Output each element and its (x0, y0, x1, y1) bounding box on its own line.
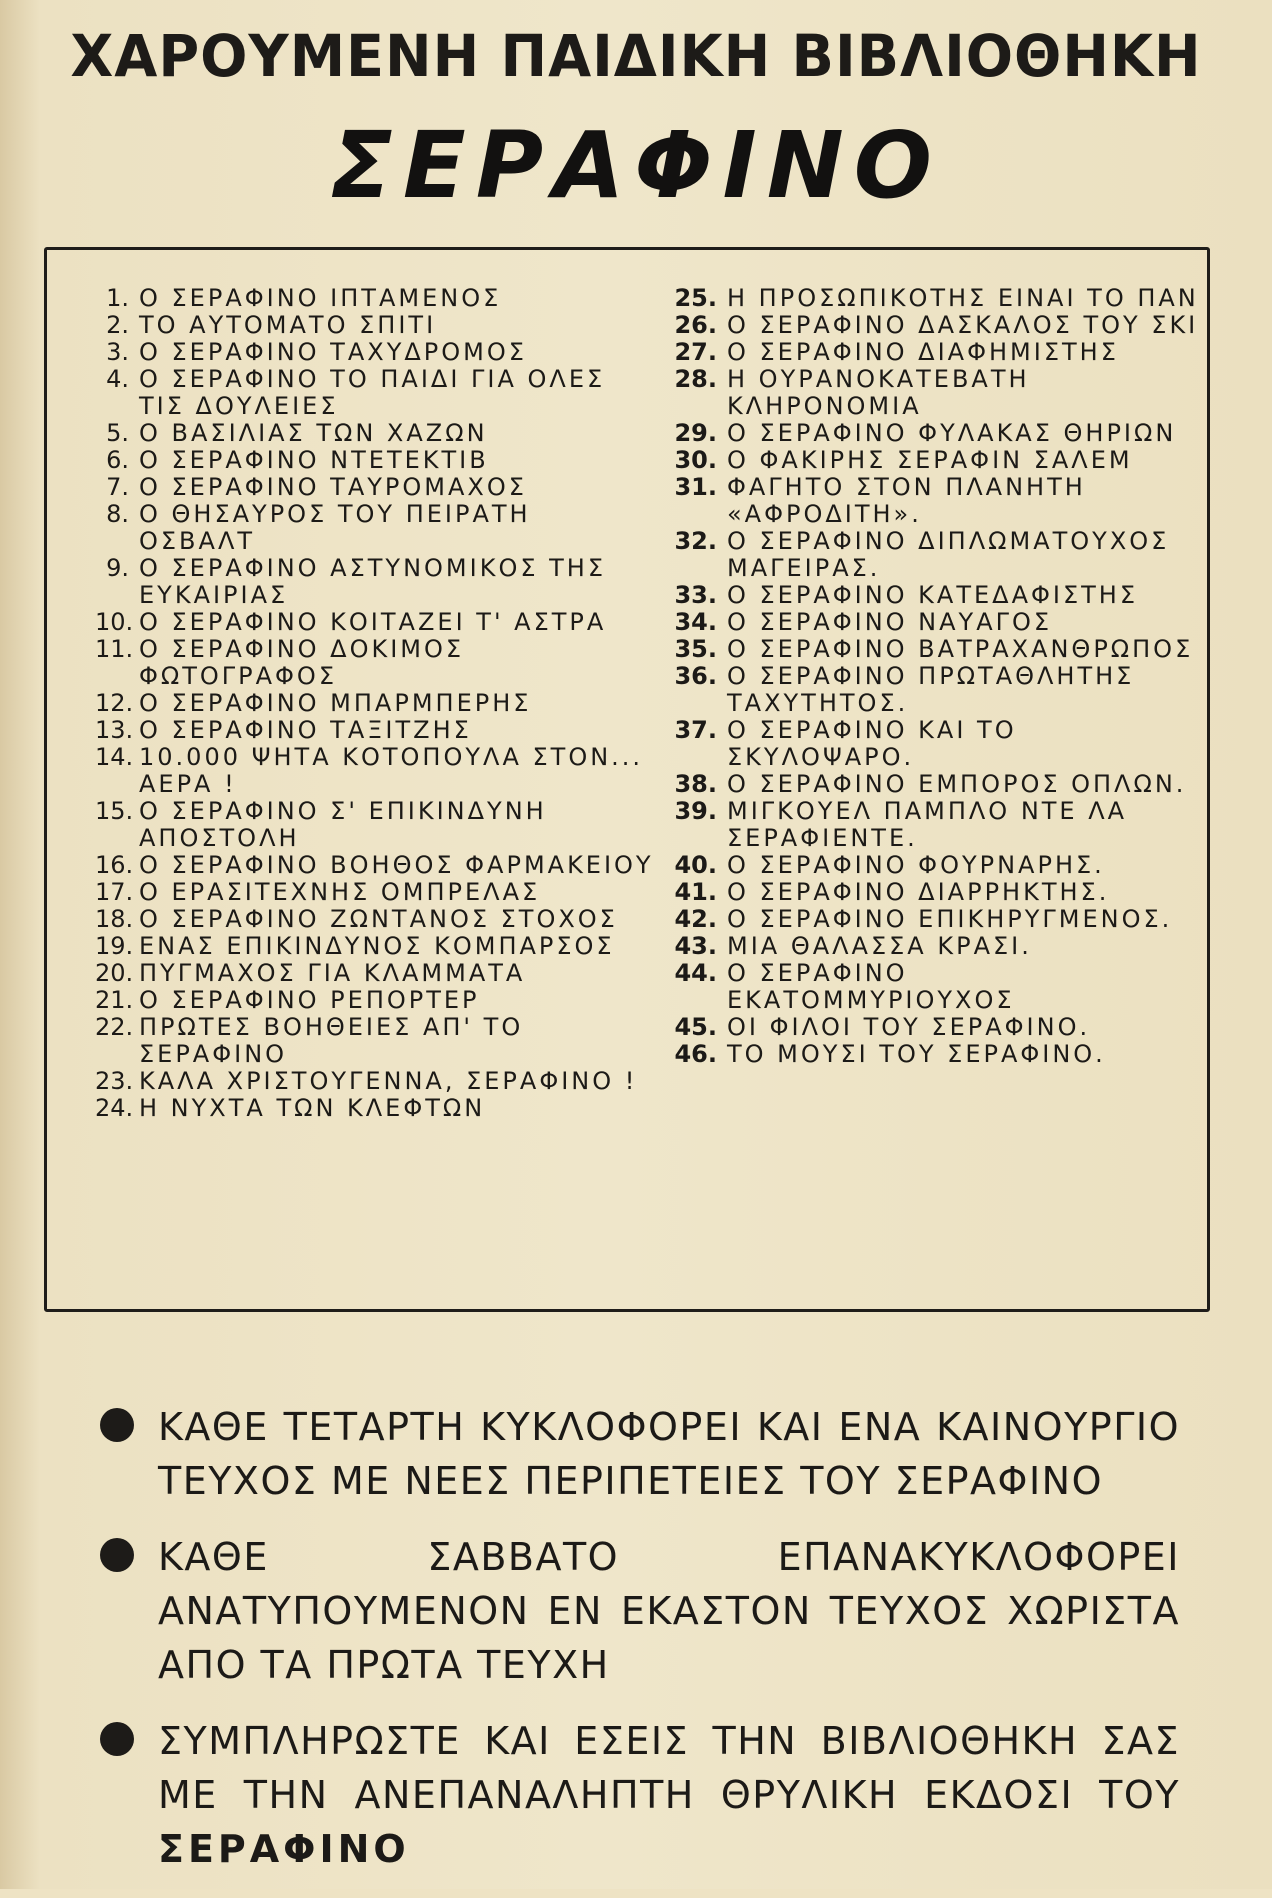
issue-list-item (669, 717, 1203, 771)
issue-list-item (669, 798, 1203, 852)
issue-title: Ο ΣΕΡΑΦΙΝΟ ΝΤΕΤΕΚΤΙΒ (139, 446, 489, 474)
issue-list-item (669, 933, 1203, 960)
issue-title: ΦΑΓΗΤΟ ΣΤΟΝ ΠΛΑΝΗΤΗ «ΑΦΡΟΔΙΤΗ». (727, 473, 1086, 528)
issue-list-item (95, 1095, 655, 1122)
issue-number: 22. (95, 1013, 134, 1041)
issue-number: 32. (674, 527, 717, 555)
issue-list-item (95, 312, 655, 339)
issue-number: 3. (106, 338, 129, 366)
issue-number: 29. (674, 419, 717, 447)
announcement-saturday (100, 1530, 1180, 1692)
bullet-icon (100, 1722, 134, 1756)
issue-number: 28. (674, 365, 717, 393)
issue-title: Ο ΣΕΡΑΦΙΝΟ ΔΑΣΚΑΛΟΣ ΤΟΥ ΣΚΙ (727, 311, 1199, 339)
issue-number: 34. (674, 608, 717, 636)
issue-list-item (669, 906, 1203, 933)
issue-number: 45. (674, 1013, 717, 1041)
issue-list-item (669, 771, 1203, 798)
issue-title: ΜΙΑ ΘΑΛΑΣΣΑ ΚΡΑΣΙ. (727, 932, 1032, 960)
issue-number: 6. (106, 446, 129, 474)
issue-number: 40. (674, 851, 717, 879)
issue-title: Ο ΒΑΣΙΛΙΑΣ ΤΩΝ ΧΑΖΩΝ (139, 419, 488, 447)
issue-number: 16. (95, 851, 134, 879)
issue-number: 26. (674, 311, 717, 339)
issue-number: 1. (106, 284, 129, 312)
issue-list-item (669, 447, 1203, 474)
issue-number: 35. (674, 635, 717, 663)
issue-list-item (95, 636, 655, 690)
issue-list-item (95, 420, 655, 447)
issue-title: Ο ΣΕΡΑΦΙΝΟ ΒΑΤΡΑΧΑΝΘΡΩΠΟΣ (727, 635, 1194, 663)
issue-list-item (669, 1041, 1203, 1068)
brand-name: ΣΕΡΑΦΙΝΟ (158, 1827, 410, 1871)
issue-number: 41. (674, 878, 717, 906)
bullet-icon (100, 1408, 134, 1442)
issue-number: 8. (106, 500, 129, 528)
issue-number: 33. (674, 581, 717, 609)
issue-list-item (669, 285, 1203, 312)
issue-title: ΤΟ ΜΟΥΣΙ ΤΟΥ ΣΕΡΑΦΙΝΟ. (727, 1040, 1106, 1068)
issue-number: 7. (106, 473, 129, 501)
issue-title: Ο ΣΕΡΑΦΙΝΟ ΦΟΥΡΝΑΡΗΣ. (727, 851, 1105, 879)
issue-title: Ο ΣΕΡΑΦΙΝΟ ΝΑΥΑΓΟΣ (727, 608, 1053, 636)
issue-number: 18. (95, 905, 134, 933)
issue-title: Η ΟΥΡΑΝΟΚΑΤΕΒΑΤΗ ΚΛΗΡΟΝΟΜΙΑ (727, 365, 1030, 420)
issue-list-item (669, 312, 1203, 339)
issue-title: Ο ΕΡΑΣΙΤΕΧΝΗΣ ΟΜΠΡΕΛΑΣ (139, 878, 541, 906)
issue-number: 30. (674, 446, 717, 474)
library-title: ΧΑΡΟΥΜΕΝΗ ΠΑΙΔΙΚΗ ΒΙΒΛΙΟΘΗΚΗ (70, 22, 1202, 90)
issue-number: 46. (674, 1040, 717, 1068)
issue-list-box (44, 247, 1210, 1312)
announcement-text-prefix: ΣΥΜΠΛΗΡΩΣΤΕ ΚΑΙ ΕΣΕΙΣ ΤΗΝ ΒΙΒΛΙΟΘΗΚΗ ΣΑΣ ΜΕ ΤΗΝ ΑΝΕΠΑΝΑΛΗΠΤΗ ΘΡΥΛΙΚΗ ΕΚΔΟΣΙ ΤΟΥ (158, 1719, 1180, 1817)
issue-number: 39. (674, 797, 717, 825)
announcement-wednesday (100, 1400, 1180, 1508)
issue-title: ΚΑΛΑ ΧΡΙΣΤΟΥΓΕΝΝΑ, ΣΕΡΑΦΙΝΟ ! (139, 1067, 638, 1095)
issue-number: 12. (95, 689, 134, 717)
issue-title: Ο ΣΕΡΑΦΙΝΟ ΕΠΙΚΗΡΥΓΜΕΝΟΣ. (727, 905, 1173, 933)
issue-list-item (95, 852, 655, 879)
announcement-text: ΚΑΘΕ ΤΕΤΑΡΤΗ ΚΥΚΛΟΦΟΡΕΙ ΚΑΙ ΕΝΑ ΚΑΙΝΟΥΡΓΙΟ ΤΕΥΧΟΣ ΜΕ ΝΕΕΣ ΠΕΡΙΠΕΤΕΙΕΣ ΤΟΥ ΣΕΡΑΦΙΝΟ (158, 1405, 1180, 1503)
issue-list-item (669, 528, 1203, 582)
issue-title: Ο ΣΕΡΑΦΙΝΟ ΚΑΤΕΔΑΦΙΣΤΗΣ (727, 581, 1138, 609)
issue-number: 15. (95, 797, 134, 825)
issue-number: 42. (674, 905, 717, 933)
issue-number: 2. (106, 311, 129, 339)
issue-list-item (95, 609, 655, 636)
issue-number: 43. (674, 932, 717, 960)
issue-number: 25. (674, 284, 717, 312)
issue-list-item (95, 690, 655, 717)
issue-title: Ο ΦΑΚΙΡΗΣ ΣΕΡΑΦΙΝ ΣΑΛΕΜ (727, 446, 1133, 474)
issue-number: 13. (95, 716, 134, 744)
issue-list-item (669, 960, 1203, 1014)
issue-number: 31. (674, 473, 717, 501)
issue-title: Ο ΣΕΡΑΦΙΝΟ ΚΟΙΤΑΖΕΙ Τ' ΑΣΤΡΑ (139, 608, 607, 636)
issue-list-item (669, 852, 1203, 879)
issue-number: 9. (106, 554, 129, 582)
issue-title: Ο ΣΕΡΑΦΙΝΟ ΒΟΗΘΟΣ ΦΑΡΜΑΚΕΙΟΥ (139, 851, 654, 879)
issue-list-item (669, 474, 1203, 528)
issue-title: Ο ΣΕΡΑΦΙΝΟ ΔΙΑΡΡΗΚΤΗΣ. (727, 878, 1110, 906)
issue-list-item (95, 906, 655, 933)
issue-title: Ο ΣΕΡΑΦΙΝΟ ΦΥΛΑΚΑΣ ΘΗΡΙΩΝ (727, 419, 1177, 447)
issue-list-item (669, 366, 1203, 420)
issue-title: Ο ΣΕΡΑΦΙΝΟ ΠΡΩΤΑΘΛΗΤΗΣ ΤΑΧΥΤΗΤΟΣ. (727, 662, 1135, 717)
issue-list-item (95, 987, 655, 1014)
issue-list-item (95, 339, 655, 366)
issue-number: 4. (106, 365, 129, 393)
issue-title: Η ΝΥΧΤΑ ΤΩΝ ΚΛΕΦΤΩΝ (139, 1094, 486, 1122)
issue-title: Ο ΣΕΡΑΦΙΝΟ ΑΣΤΥΝΟΜΙΚΟΣ ΤΗΣ ΕΥΚΑΙΡΙΑΣ (139, 554, 607, 609)
issue-title: Ο ΣΕΡΑΦΙΝΟ ΤΟ ΠΑΙΔΙ ΓΙΑ ΟΛΕΣ ΤΙΣ ΔΟΥΛΕΙΕΣ (139, 365, 606, 420)
issue-number: 23. (95, 1067, 134, 1095)
issue-title: Ο ΣΕΡΑΦΙΝΟ ΚΑΙ ΤΟ ΣΚΥΛΟΨΑΡΟ. (727, 716, 1017, 771)
issue-list-item (95, 555, 655, 609)
issue-title: ΤΟ ΑΥΤΟΜΑΤΟ ΣΠΙΤΙ (139, 311, 437, 339)
issue-number: 24. (95, 1094, 134, 1122)
issue-number: 36. (674, 662, 717, 690)
issue-list-item (95, 879, 655, 906)
issue-list-item (669, 609, 1203, 636)
issue-number: 17. (95, 878, 134, 906)
issue-title: Ο ΣΕΡΑΦΙΝΟ Σ' ΕΠΙΚΙΝΔΥΝΗ ΑΠΟΣΤΟΛΗ (139, 797, 547, 852)
issue-title: ΠΡΩΤΕΣ ΒΟΗΘΕΙΕΣ ΑΠ' ΤΟ ΣΕΡΑΦΙΝΟ (139, 1013, 524, 1068)
issue-title: ΠΥΓΜΑΧΟΣ ΓΙΑ ΚΛΑΜΜΑΤΑ (139, 959, 526, 987)
issue-list-item (95, 447, 655, 474)
issue-list-item (669, 879, 1203, 906)
issue-list-right-column (669, 285, 1203, 1068)
issue-number: 27. (674, 338, 717, 366)
issue-list-item (95, 744, 655, 798)
issue-list-item (95, 474, 655, 501)
issue-number: 14. (95, 743, 134, 771)
issue-title: Ο ΣΕΡΑΦΙΝΟ ΜΠΑΡΜΠΕΡΗΣ (139, 689, 532, 717)
issue-list-item (95, 366, 655, 420)
issue-list-item (95, 285, 655, 312)
issue-list-item (669, 420, 1203, 447)
issue-title: Ο ΣΕΡΑΦΙΝΟ ΤΑΥΡΟΜΑΧΟΣ (139, 473, 527, 501)
issue-number: 21. (95, 986, 134, 1014)
issue-list-item (95, 960, 655, 987)
issue-list-item (669, 582, 1203, 609)
issue-list-item (95, 501, 655, 555)
announcement-text (158, 1714, 1180, 1876)
issue-number: 44. (674, 959, 717, 987)
issue-title: Ο ΣΕΡΑΦΙΝΟ ΕΚΑΤΟΜΜΥΡΙΟΥΧΟΣ (727, 959, 1015, 1014)
issue-title: Ο ΣΕΡΑΦΙΝΟ ΤΑΧΥΔΡΟΜΟΣ (139, 338, 527, 366)
issue-list-item (669, 636, 1203, 663)
issue-title: Ο ΣΕΡΑΦΙΝΟ ΔΙΠΛΩΜΑΤΟΥΧΟΣ ΜΑΓΕΙΡΑΣ. (727, 527, 1170, 582)
bullet-icon (100, 1538, 134, 1572)
issue-list-item (95, 1014, 655, 1068)
issue-title: Ο ΘΗΣΑΥΡΟΣ ΤΟΥ ΠΕΙΡΑΤΗ ΟΣΒΑΛΤ (139, 500, 531, 555)
issue-list-item (95, 933, 655, 960)
issue-number: 19. (95, 932, 134, 960)
issue-number: 11. (95, 635, 134, 663)
issue-title: Η ΠΡΟΣΩΠΙΚΟΤΗΣ ΕΙΝΑΙ ΤΟ ΠΑΝ (727, 284, 1199, 312)
issue-title: 10.000 ΨΗΤΑ ΚΟΤΟΠΟΥΛΑ ΣΤΟΝ... ΑΕΡΑ ! (139, 743, 644, 798)
issue-list-item (95, 717, 655, 744)
issue-title: ΟΙ ΦΙΛΟΙ ΤΟΥ ΣΕΡΑΦΙΝΟ. (727, 1013, 1091, 1041)
announcement-collect (100, 1714, 1180, 1876)
issue-list-item (669, 339, 1203, 366)
issue-list-left-column (95, 285, 655, 1122)
issue-title: Ο ΣΕΡΑΦΙΝΟ ΔΟΚΙΜΟΣ ΦΩΤΟΓΡΑΦΟΣ (139, 635, 465, 690)
issue-list-item (669, 1014, 1203, 1041)
issue-title: Ο ΣΕΡΑΦΙΝΟ ΡΕΠΟΡΤΕΡ (139, 986, 480, 1014)
issue-title: Ο ΣΕΡΑΦΙΝΟ ΖΩΝΤΑΝΟΣ ΣΤΟΧΟΣ (139, 905, 618, 933)
issue-number: 5. (106, 419, 129, 447)
issue-title: ΕΝΑΣ ΕΠΙΚΙΝΔΥΝΟΣ ΚΟΜΠΑΡΣΟΣ (139, 932, 615, 960)
issue-number: 38. (674, 770, 717, 798)
announcement-notes (100, 1400, 1180, 1898)
issue-list-item (669, 663, 1203, 717)
issue-title: Ο ΣΕΡΑΦΙΝΟ ΙΠΤΑΜΕΝΟΣ (139, 284, 502, 312)
issue-list-item (95, 1068, 655, 1095)
issue-number: 20. (95, 959, 134, 987)
issue-title: Ο ΣΕΡΑΦΙΝΟ ΔΙΑΦΗΜΙΣΤΗΣ (727, 338, 1119, 366)
issue-title: ΜΙΓΚΟΥΕΛ ΠΑΜΠΛΟ ΝΤΕ ΛΑ ΣΕΡΑΦΙΕΝΤΕ. (727, 797, 1128, 852)
issue-title: Ο ΣΕΡΑΦΙΝΟ ΕΜΠΟΡΟΣ ΟΠΛΩΝ. (727, 770, 1187, 798)
announcement-text: ΚΑΘΕ ΣΑΒΒΑΤΟ ΕΠΑΝΑΚΥΚΛΟΦΟΡΕΙ ΑΝΑΤΥΠΟΥΜΕΝΟΝ ΕΝ ΕΚΑΣΤΟΝ ΤΕΥΧΟΣ ΧΩΡΙΣΤΑ ΑΠΟ ΤΑ ΠΡΩΤΑ ΤΕΥΧΗ (158, 1535, 1180, 1687)
issue-number: 37. (674, 716, 717, 744)
issue-list-item (95, 798, 655, 852)
seraphino-logo: ΣΕΡΑΦΙΝΟ (330, 112, 942, 219)
issue-number: 10. (95, 608, 134, 636)
issue-title: Ο ΣΕΡΑΦΙΝΟ ΤΑΞΙΤΖΗΣ (139, 716, 472, 744)
